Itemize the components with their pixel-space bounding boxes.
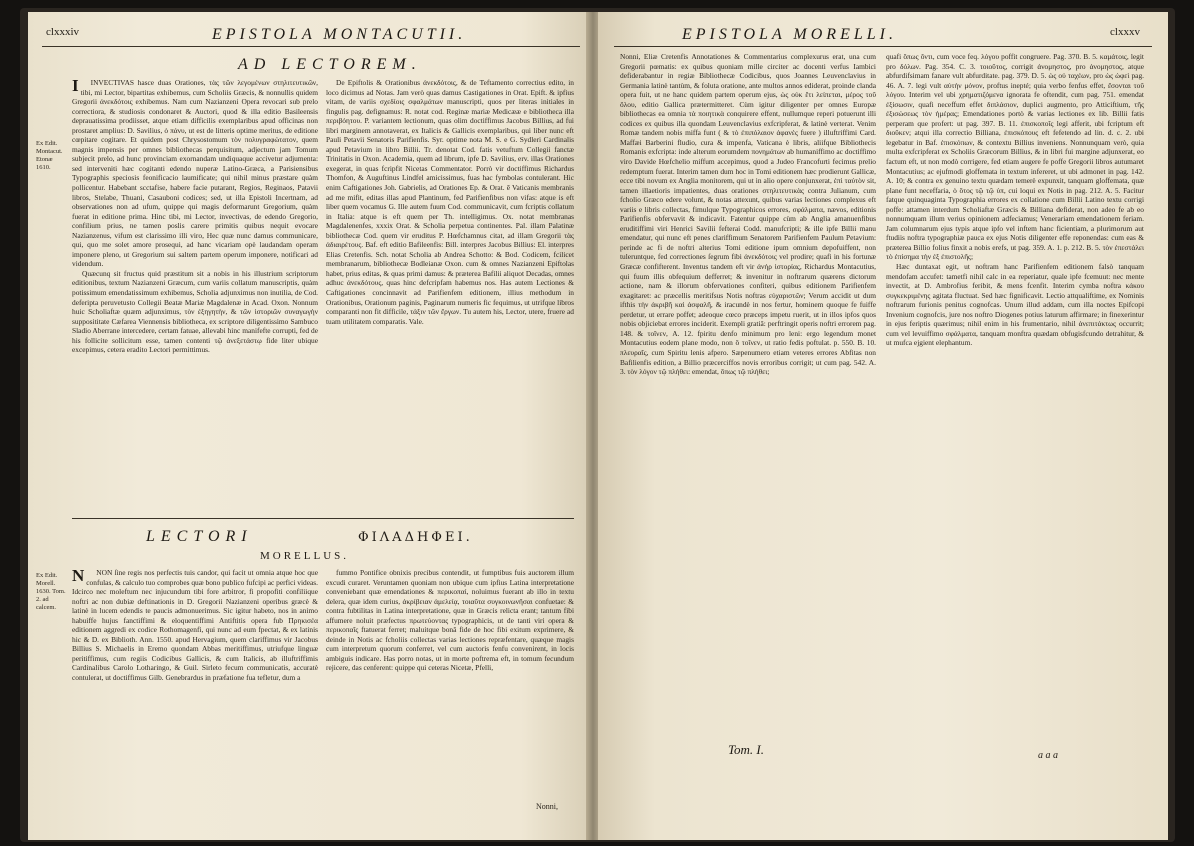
heading-greek: ΦΙΛΑΔΗΦΕΙ. <box>358 530 473 545</box>
catchword: Nonni, <box>536 802 558 811</box>
drop-cap-n: N <box>72 568 85 585</box>
heading-ad-lectorem: AD LECTOREM. <box>238 56 422 73</box>
drop-cap-i: I <box>72 78 79 95</box>
paragraph: Nonni, Eliæ Cretenfis Annotationes & Commentarius complexurus erat, una cum Gregorii pœmatis: ex quibus quoniam mille circiter ac docenti verfus Iambici defiderabantur in regiæ Bibliothecæ Codicibus, quos Joannes Leuvenclavius in Germania latinè tantùm, & foluta oratione, ante multos annos ediderat, proinde clanda opera fuit, ut ne hanc quidem partem operum ejus, ὡς οὐκ ἔτι λείπεται, μέρος τοῦ ὅλου, editio Gallica prætermitteret. Cùm igitur diligenter per omnes Europæ bibliothecas ea omnia τὰ ποιητικὰ conquirere effent, nullumque reperi potuerunt illi codices ex quibus illa quondam Leuvenclavius exfcripferat, & latinè verterat. Venim Romæ tandem nobis miffa funt ( & τὸ ἐπιπόλαιον ἀφανὲς fuere ) illuftriffimi Card. Maffæi Barberini fludio, cura & impenfa, Vaticana è libris, aliifque Bibliothecis Romanis exfcripta: inde alterum eorumdem πονημάτων ab humaniffimo ac doctiffimo viro Davide Hœfchelio miffum accepimus, quod a Judeo Francofurti fecimus prelio redemptum fuerat. Interim tamen dum hoc in Tomi editionem hæc prodierunt Gallicæ, ecce tibi novum ex Anglia monitorem, qui ut in alio opere conjunxerat, ἐπὶ ταὐτὸν sit, tamen illaetioris impatientes, duas orationes στηλιτευτικὰς contra Julianum, cum fcholio Græco edere volunt, & notas attexunt, quibus varias lectiones complexus eft variis e libris collectas, fimulque Typographicos errores, σφάλματα, nævos, editionis Parifienfis obfervavit & indicavit. Fatentur quippe cùm ab Anglia amanuenfibus eruditiffimi viri Henrici Savilii fefterai Codd. manufcripti; & ille ipfe Billii manu emendatur, qui nunc eft penes clariffimum Senatorem Parifienfem Paulum Petavium: perinde ac fi de noftri alterius Tomi editione ipum omnium depofuiffent, non tuleruntque, fed correctiones ſegrum fibi ἀνεκδότοις vel prodire; quafi in his fortunæ Græcæ confifterent. Inventus tandem eft vir ἀνήρ ἱστορίας, Richardus Montacutius, qui fuum illis obfequium defferret; & invenitur in noftrarum quærens dictorum actione, nam & illorum obfervationes confiteri, quibus editionem Parifienfem exagitaret: ac præcellis meritifsus Notis noftras εὐχαριστῶν; Verum accidit ut dum ifthis τὴν ἀκριβῆ καὶ ἀσφαλῆ, & iracundè in nos fertur, hominem quoque fe fuiffe perdetur, ut errare poffet; adeoque cœco præceps impetu ruerit, ut in illos ipfos quos nobis objiciebat errores inciderit. Exempli gratiâ: perftringit operis noftri errorem pag. 148. & τοῖνεν, A. 12. fpiritu denfo minimum pro leni: ergo legendum monet Montacutius eodem plane modo, non ὅ τοῖνεν, ut ratio fedis poftulat. p. 550. B. 10. πλευραῖς, cum Spiritu lenis afpero. Sæpenumero etiam veteres errores Abfitas non Bafilienfis edition, a Billio præcerciffos novis erroribus corrigit; ut cum pag. 542. A. 3. τὸν λόγον τῷ πλήθει: emendat, ὅπως τῷ πλήθει; <box>620 52 876 377</box>
paragraph: INVECTIVAS hasce duas Orationes, τὰς τῶν λεγομένων στηλιτευτικῶν, tibi, mi Lector, bipartitas exhibemus, cum Scholiis Græcis, & nonnullis quidem Gregorii ἀνεκδότοις exhibemus. Nam cum Nazianzeni Opera revocari sub prelo correctiora, & studiosis condonaret & Auctori, quod & illa editio Basileensis deprauatissima prodiisset, atque etiam difficilis exemplaribus apud officinas non prostaret amplius: D. Savilius, ὁ πάνυ, ut est de litteris optime meritus, de editione cœpitare cogitare. Et quidem post Chrysostomum τὸν πολυγραφώτατον, quem magnis impensis per omnes bibliothecas perquisitum, adjectum jam Tomum subjecit prelo, ad hunc provinciam exornandam undiquaque accivetur adjumenta: sed interveniti hæc cogitanti edendo nuperæ Latino-Græca, a Parisiensibus Typographis speciosis feonificacio laumificate; qui nihil minus præstare quàm pollicentur. Habebant scctafise, habere facie putarant, Regios, Reginaos, Patavii libros, Stelabe, Thuani, Casauboni codices; sed, ut illa Epistoli Incertnam, ad observationes non ad ufum, quippe qui magis deformarunt Gregorium, quàm fuerat in editione prima. Hinc tibi, mi Lector, invectivas, de edendo Gregorio, confilium prius, ne tamen poslis carere primitis quibus nequit evocare Nazianzenus, vifum est clarissimo illi viro, Hec quæ nunc damus communicare, qui, quo me solet amore prosequi, ad hanc vicariam opè laudandam operam imponere pleno, ut Gregorium sui saltem partem operum imponere, notificari ad videndum. <box>72 78 318 269</box>
text-column-3 <box>72 568 318 810</box>
text-column-5 <box>620 52 876 722</box>
header-rule-right <box>614 46 1152 47</box>
section-rule <box>72 518 574 519</box>
paragraph: De Epiftolis & Orationibus ἀνεκδότοις, & de Teftamento correctius edito, in loco dicimus ad Notas. Jam verò quas damus Castigationes in Orat. Epift. & ipfius vitam, de variis σχεδίοις σφαλμάτων manuscripti, quos per literas initiales in fingulis pag. defignamus: R. notat cod. Reginæ mariæ Medicææ e bibliotheca illa περιβόητου. P. variantem lectionum, quas olim doctiffimus Jacobus Billius, ad fui libri marginem annotaverat, ex Italicis & Gallicis exemplaribus, qui liber nunc eft Pauli Petavii Senatoris Parifienfis. Syr. optime nota M. S. e G. Sydleri Cardinalis apud Petavium in libro Billii. Tr. denotat Cod. fatis vetuftum Collegii fanctæ Trinitatis in Oxon. Academia, quem ad librum, ipfe D. Savilius, erv. illas Orationes exegerat, in quas fcripfit Nicetas Commentator. Porrò vir doctiffimus Richardus Thomfon, & Auguftinus Lindfel amicissimus, fuas hac fymbolas contulerant. Hic enim Caftigationes Joh. Gabrielis, ad Orationes Ep. & Orat. ē Vaticanis membranis ad me mifit, editas illas apud Plantinum, fed Parifienfibus non vifas: atque is eft liber quem vocamus G. Ille autem fuum Cod. communicavit, cum fcriptis collatum in Italia: atque is eft quem per Th. intelligimus. Ox. notat membranas Magdalenenfes, xxxix Orat. & Scholia perpetua continentes. Pal. illam Palatinæ bibliothecæ Cod. quem vir eruditus P. Hœfchamnus citat, ad illam Gregorii τὰς ἀδιαιρέτους. Baf. eft editio Bafileenfis: Bill. interpres Jacobus Billius: El. interpres Elias Cretenfis. Sch. notat Scholia ab Andrea Schotto: & Bod. Codicem, fcilicet membranarum, bibliothecæ Bodleianæ Oxon. cum & omnes Nazianzeni Epiftolas habet, prius editas, & quas primi damus: & præterea Bafilii aliquot Decadas, omnes adhuc ἀνεκδότους, quas hinc defcripfam habemus nos. Has autem Lectiones & Caftigationes concinnavit ad Parifienfem editionem, illius methodum in Orationibus, Orationum paginis, Paginarum numeris fic fequimus, ut utrifque libros comparanti non fit difficile, τάξιν τῶν ἔργων. Tu autem his, Lector, utere, fruere ad tuam utilitatem comparatis. Vale. <box>326 78 574 326</box>
paragraph: Quæcunq sit fructus quid præstitum sit a nobis in his illustrium scriptorum editionibus, textum Nazianzeni Græcum, cum variis collatum manuscriptis, quàm potissimum emendatissimum exhibemus, Scholia adjunximus non inutilia, de Cod. deferipta peruvetusto Collegii Beatæ Mariæ Magdalenæ in Acad. Oxon. Nonnum huic Scholiaftæ quæm adjunximus, τὸν ἐξηγητὴν, & τῶν ἱστοριῶν συναγωγὴν supposititate Cæfarea Viennensis bibliotheca, ex scriptore diligentissimo Sambuco Sladio Aberrane intercedere, certam fatuae, allevabi hinc manifefte corrupti, fed de his follicite sollicitum esse, tamen contenti τῷ ἀνεξετάστῳ fide liter ubique excepimus, cetera eradito Lectori permittimus. <box>72 268 318 355</box>
running-title-right: EPISTOLA MORELLI. <box>682 26 897 43</box>
text-column-1 <box>72 78 318 514</box>
margin-note-bottom: Ex Edit. Morell. 1630. Tom. 2. ad calcem. <box>36 572 66 611</box>
paragraph: NON ſine regis nos perfectis tuis candor, qui facit ut omnia atque hoc que confulas, & calculo tuo comprobes quæ bono publico fufcipi ac perfici videas. Idcirco nec moleftum nec injucundum tibi fore arbitror, fi propofiti confiliique noftri ac non dubiæ deftinationis in D. Gregorii Nazianzeni operibus græcè & latinè in lucem edendis te paucis admonuerimus. Sic igitur habeto, nos in animo habuiffe hujus fanctiffimi & eloquentiffimi Antiftitis opera fub Πρηκισέα editionem aggredi ex codice Rothomagenfi, qui nunc ad eum fpectat, & ex latinis hic & D. ex Biblioth. Ann. 1550. apud Hervagium, quem clariffimus vir Jacobus Billius S. Michaelis in Eremo quondam Abbas meritiffimus, utriufque linguæ peritiffimus, cum regiis Codicibus Gallicis, & cum Italicis, ab illuftriffimis Cardinalibus Carolo Lotharingo, & Guil. Sirleto fecum communicatis, accuratè contulerat, ut doctiffimus Gilb. Genebrardus in præfatione fua tefletur, dum a <box>72 568 318 683</box>
heading-lectori: LECTORI <box>146 528 253 545</box>
paragraph: Hæc duntaxat egit, ut noftram hanc Parifienfem editionem falsò tanquam mendofam accufet: tametfi nihil calc in ea reperiatur, quale ipfe fcemuut: nec mente invectit, at D. Ambrofius feribit, & mens fcenfit. Interim cymba noftra κάκου συγκεκριμένης agitata fluctuat. Sed hæc fignificavit. Lectio attqualiftime, ex Nominis noftrarum furionis penitus cognofcas. Unum illud addam, cum illa noctes Epifcopi Invenium cognofcis, jure nos noftro Diogenes potius laturum affirmare; in finexerintur in ejus feriptis quærimus; nihil enim in his frumentario, nihil ἀνεπιτάκτως occurrit; cum vel levuiffimo σφάλματα, tanquam monftra quædam obfugisfcundo detrahitur, & ut mufca ejgient elephantum. <box>886 262 1144 348</box>
paragraph: fummo Pontifice obnixis precibus contendit, ut fumptibus fuis auctorem illum excudi curaret. Veruntamen quoniam non ubique cum ipfius Latina interpretatione conveniebant quæ emendationes & περικοπαί, noluimus fuerant ab illo in textu delera, quæ idem curius, ἀκρίβειαν ἀμελείᾳ, τοιαῦτα συγκοινωνῆσαι confuetae: & contra fubtilitas in Latina interpretatione, quæ in Græcis relicta erant; tantum fibi affumere noluit præfectus πρωτεύοντας typographicis, ut de tanti viri opera & περικοπαῖς ftatuerat ferret; maluitque bonâ fide de hoc fibi exitum exprimere, & deinde in Notis ac fcholiis collectas varias lectiones repræfentare, quæque magis cum interpretum quorum conferret, vel cum auctoris fenfu convenirent, in locis ambiguis indicare. Has porro notas, ut in morte poftrema eft, in tomum fecundum rejicere, das cenferent: quippe qui ceteras Nicetæ, Pfelli, <box>326 568 574 673</box>
signature-mark: a a a <box>1038 750 1058 761</box>
text-column-6 <box>886 52 1144 592</box>
subheading-morellus: MORELLUS. <box>260 550 350 562</box>
footer-tome: Tom. I. <box>728 742 765 757</box>
header-rule-left <box>42 46 580 47</box>
page-number-right: clxxxv <box>1110 26 1140 38</box>
margin-note-top: Ex Edit. Montacut. Etonæ 1610. <box>36 140 63 171</box>
page-number-left: clxxxiv <box>46 26 79 38</box>
text-column-4 <box>326 568 574 800</box>
text-column-2 <box>326 78 574 514</box>
left-page <box>28 12 588 840</box>
right-page <box>598 12 1168 840</box>
open-book <box>20 8 1175 842</box>
running-title-left: EPISTOLA MONTACUTII. <box>212 26 467 43</box>
paragraph: quafi ὅπως ὄντι, cum voce feq. λόγου poffit congruere. Pag. 370. B. 5. καμάτοις, legit pro δόλων. Pag. 354. C. 3. τοιοῦτος, corrigit ἀνομηστος, pro ἀνομηστος, atque abfurdifsimam fanare vult abfurditate. pag. 379. D. 5. ὡς οὐ ταχέων, pro ὡς ὠφεὶ pag. 46. A. 7. legi vult αὐτὴν μόνον, proftus inepté; quia verbo fenfus effet, ἔσονται τοῦ λόγου. Interim vel ubi χρηματιζόμενα ignorata fe oftendit, cum pag. 751. emendat ἐξίσωσιν, quafi neceffum effet διπλάσιον, duplici augmento, pro Atticiftium, τῆς ἐξισώσεως τὸν ἡμέρας; Emendationes portò & varias lectiones ex lib. Billii fatis perperam que profert: ut pag. 397. B. 11. ἐπισκοποῖς legi afferit, ubi fcriptum eft διοῦκεν; atqui illa correctio Billiana, ἐπισκόπους eft fefetendo ad lin. d. c. 2. ubi legebatur in Baf. ἐπισκόπων, & contextu Billius inveniens. Nonnunquam verò, quia multa exfcripferat ex Scholiis Græcorum Billius, & in libri fui margine adjunxerat, eo factum eft, ut non modò corrigere, fed etiam augere fe poffe Gregorii libros autumaret Montacutius; ac ejufmodi gloffemata in textum infereret, ut ubi admonet in pag. 142. A. 10; & contra ex genuino textu quædam temerè expunxit, tanquam gloffemata, quæ plane funt neceffaria, ὁ ὅτος τῷ τῷ ὑπ, cui loqui ex Notis in pag. 212. A. 5. Facitur fatque quinquaginta Typographia errores ex collatione cum Billii Latino textu corrigi poffe: attamen interdum Scholiaftæ Græcis & Billiana defiderat, non adeo fe ab eo nonnumquam illum verius opinionem adfeciamus; Venerariam emendationem feriam. Jam columnarum ejus typis atque ipfo vel inftem hanc ficientiam, a plurimorum aut ftudiis noftra typographiæ pauca ex ejus Notis diligenter effe reponendas: cum eas & præterea Billio folius finxit a nobis erefs, ut pag. 359. A. 1. p. 212. B. 5. τὸν ἐπεστάλει τὸ ἐπίσημα τὴν ἐξ ἐπιστολῆς; <box>886 52 1144 262</box>
